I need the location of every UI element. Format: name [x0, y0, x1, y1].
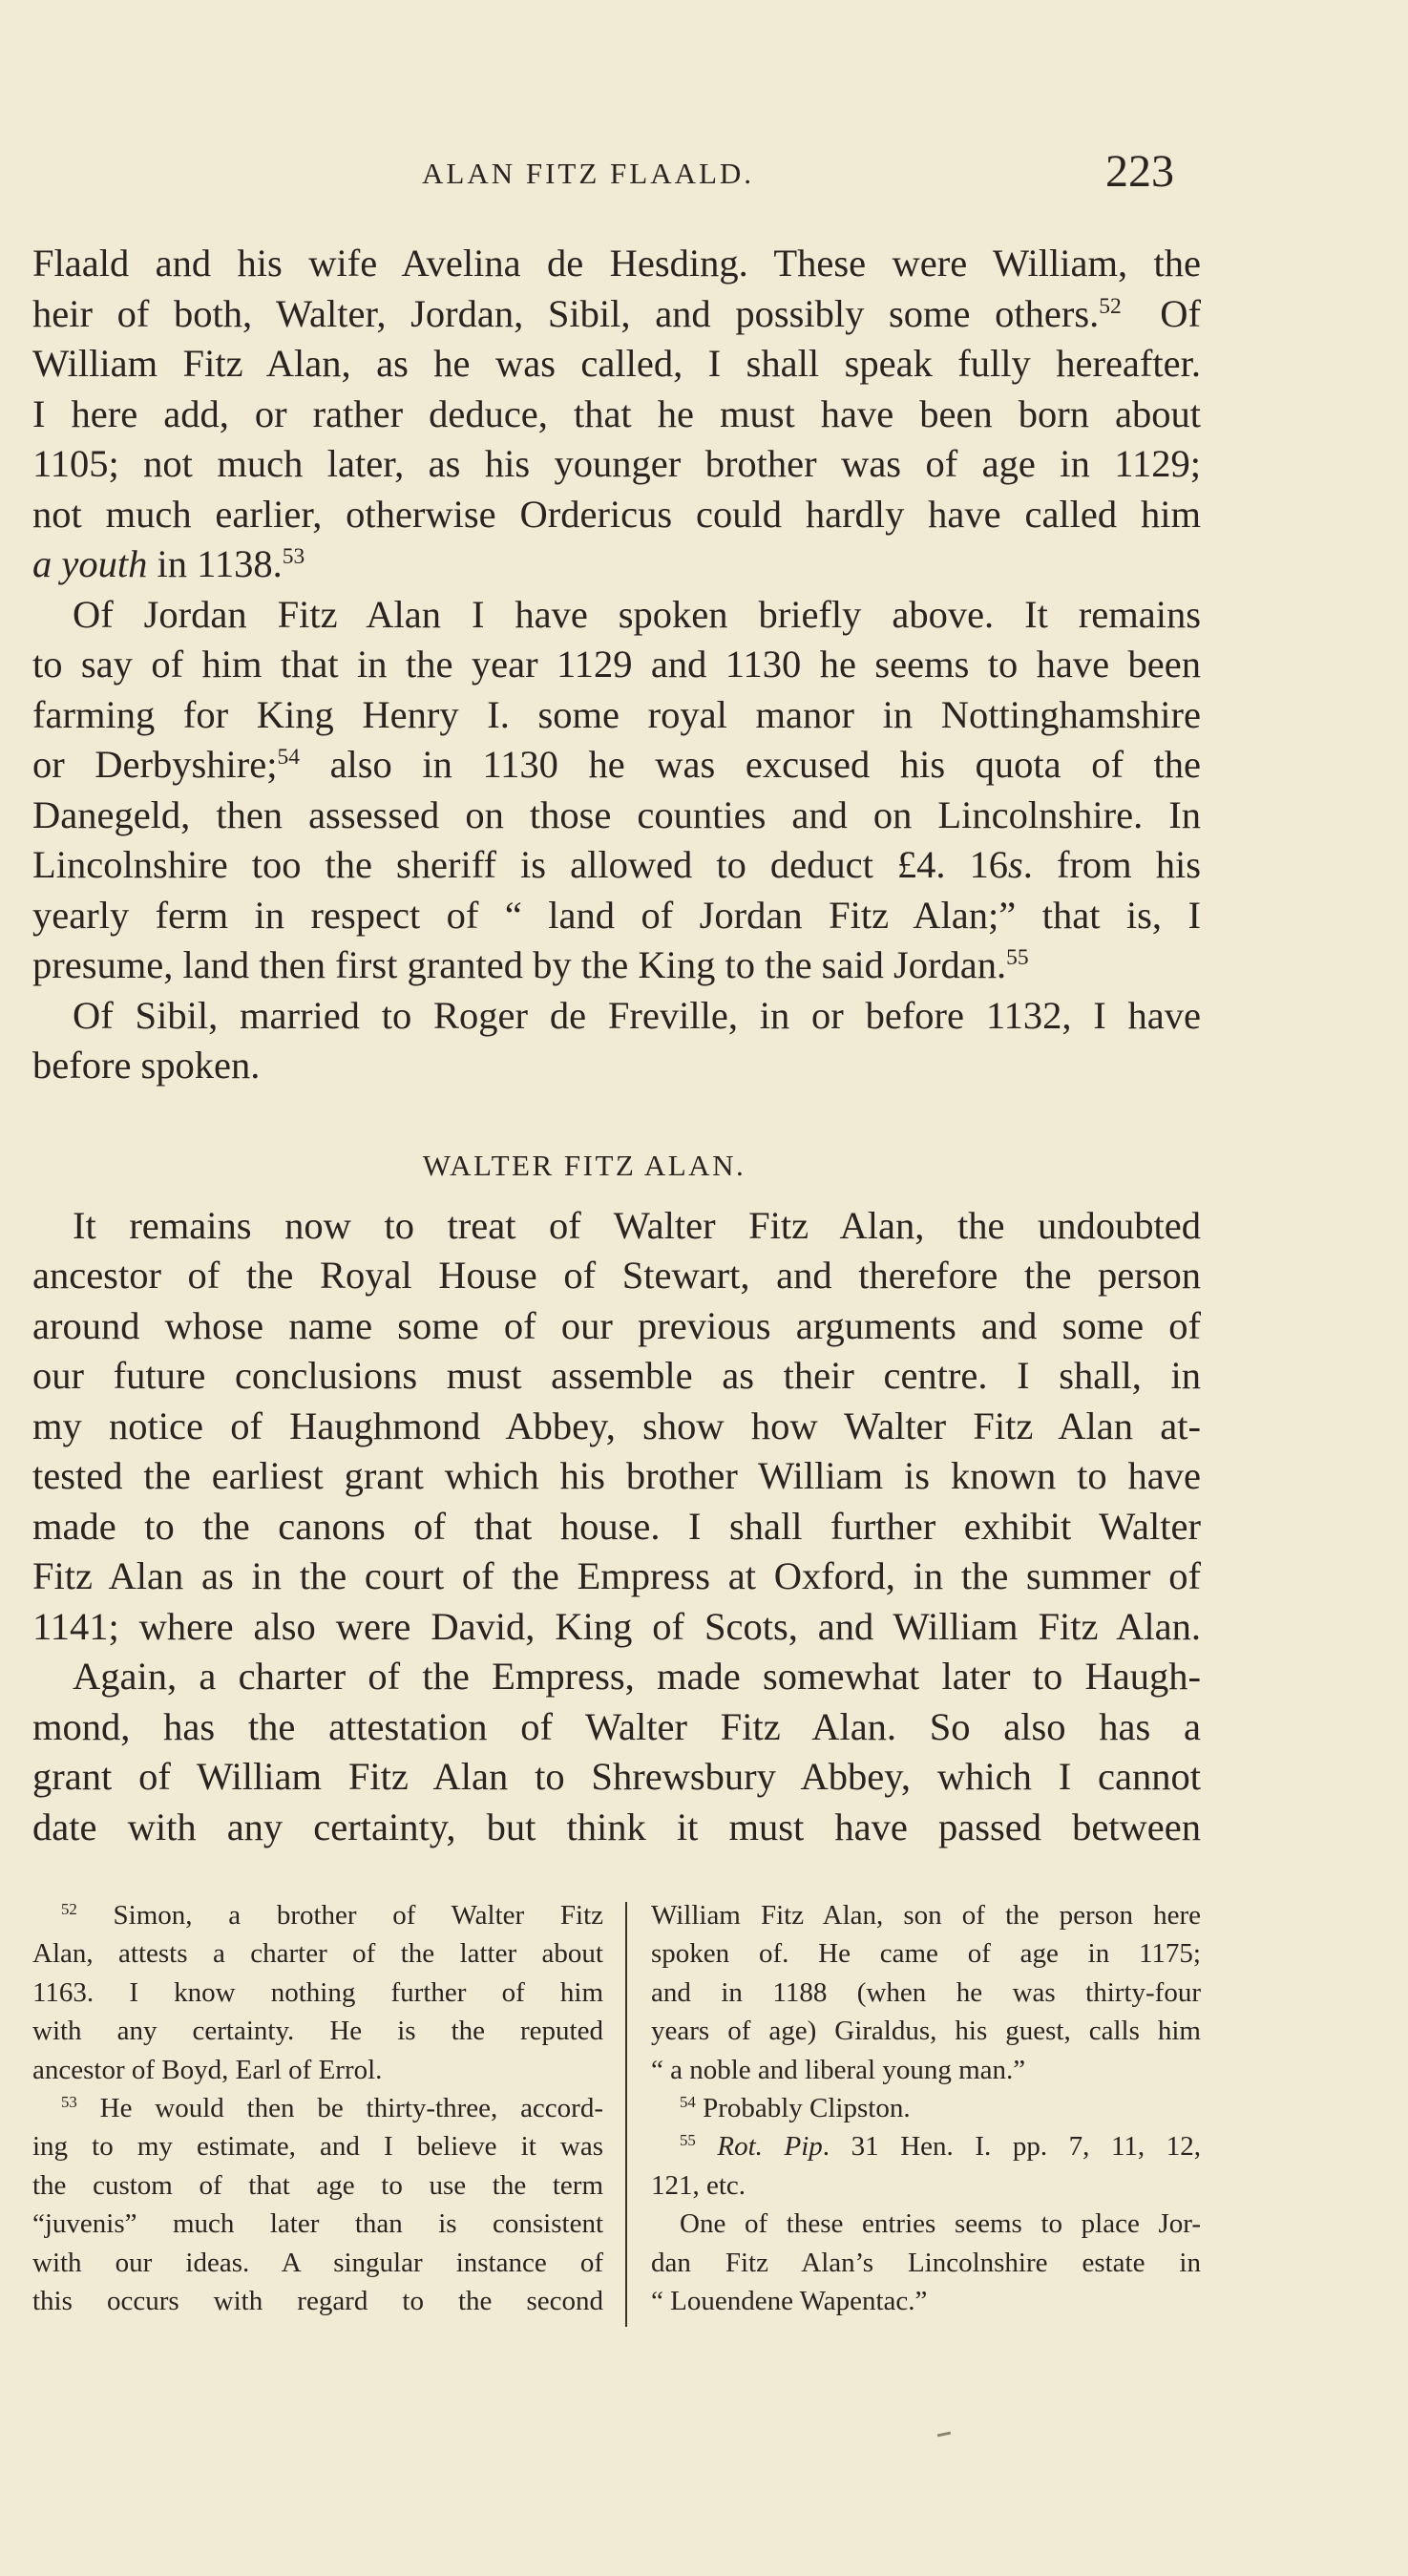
footnote-number: 53	[61, 2092, 77, 2111]
body-text	[32, 239, 1201, 1852]
text-line: ancestor of the Royal House of Stewart, and therefore the person	[32, 1254, 1201, 1297]
text-line: mond, has the attestation of Walter Fitz Alan. So also has a	[32, 1704, 1201, 1748]
text-line: date with any certainty, but think it must have passed between	[32, 1805, 1201, 1848]
footnote-line: ing to my estimate, and I believe it was	[32, 2131, 603, 2163]
footnote-line: this occurs with regard to the second	[32, 2285, 603, 2316]
footnote-line: $^{53}$ He would then be thirty-three, accord-	[61, 2092, 603, 2123]
text-line: around whose name some of our previous arguments and some of	[32, 1303, 1201, 1347]
footnote-line: and in 1188 (when he was thirty-four	[651, 1976, 1201, 2008]
footnote-line: with our ideas. A singular instance of	[32, 2247, 603, 2278]
text-line: I here add, or rather deduce, that he must have been born about	[32, 391, 1201, 435]
running-title: ALAN FITZ FLAALD.	[422, 157, 755, 190]
footnote-line: years of age) Giraldus, his guest, calls him	[651, 2016, 1201, 2047]
footnote-ref: 55	[1006, 944, 1029, 970]
text-line: or Derbyshire;$^{54}$ also in 1130 he was excused his quota of the	[32, 743, 1202, 786]
text-line: not much earlier, otherwise Ordericus could hardly have called him	[32, 492, 1201, 536]
footnote-column-right	[651, 1896, 1201, 2320]
text-line: Flaald and his wife Avelina de Hesding. These were William, the	[32, 242, 1201, 285]
footnote-line: $^{54}$ Probably Clipston.	[680, 2092, 911, 2123]
text-line: It remains now to treat of Walter Fitz Alan, the undoubted	[73, 1203, 1201, 1247]
footnote-line: “ Louendene Wapentac.”	[651, 2285, 928, 2316]
text-line: Again, a charter of the Empress, made somewhat later to Haugh-	[73, 1655, 1201, 1698]
footnote-line: “juvenis” much later than is consistent	[32, 2208, 603, 2240]
text-line: grant of William Fitz Alan to Shrewsbury Abbey, which I cannot	[32, 1755, 1201, 1798]
text-line: William Fitz Alan, as he was called, I shall speak fully hereafter.	[32, 342, 1201, 385]
running-head	[0, 145, 1408, 202]
text-line: tested the earliest grant which his brother William is known to have	[32, 1454, 1201, 1497]
footnote-line: $^{52}$ Simon, a brother of Walter Fitz	[61, 1899, 604, 1931]
footnote-number: 52	[61, 1899, 77, 1918]
text-line: yearly ferm in respect of “ land of Jordan Fitz Alan;” that is, I	[32, 893, 1201, 937]
text-line: made to the canons of that house. I shall further exhibit Walter	[32, 1504, 1201, 1548]
footnote-line: $^{55}$ Rot. Pip. 31 Hen. I. pp. 7, 11, 12,	[680, 2131, 1201, 2163]
footnote-number: 54	[680, 2092, 696, 2111]
page-number: 223	[1105, 146, 1174, 197]
footnote-line: “ a noble and liberal young man.”	[651, 2054, 1026, 2085]
footnote-ref: 52	[1099, 293, 1122, 319]
footnote-line: William Fitz Alan, son of the person here	[651, 1900, 1201, 1931]
footnote-line: spoken of. He came of age in 1175;	[651, 1938, 1201, 1970]
footnote-line: dan Fitz Alan’s Lincolnshire estate in	[651, 2247, 1201, 2278]
text-line: a youth in 1138.53	[32, 542, 305, 585]
footnote-line: ancestor of Boyd, Earl of Errol.	[32, 2054, 383, 2085]
text-line: presume, land then first granted by the King to the said Jordan.$^{55}$	[32, 943, 1029, 986]
footnote-ref: 54	[277, 744, 300, 770]
footnote-line: with any certainty. He is the reputed	[32, 2016, 603, 2047]
text-line: farming for King Henry I. some royal manor in Nottinghamshire	[32, 692, 1201, 736]
footnote-line: the custom of that age to use the term	[32, 2169, 603, 2201]
footnote-line: 1163. I know nothing further of him	[32, 1976, 603, 2008]
column-rule	[625, 1902, 627, 2327]
text-line: our future conclusions must assemble as their centre. I shall, in	[32, 1354, 1201, 1397]
text-line: Danegeld, then assessed on those counties and on Lincolnshire. In	[32, 792, 1201, 836]
section-heading: WALTER FITZ ALAN.	[422, 1149, 746, 1182]
footnote-ref: 53	[282, 543, 305, 569]
text-line: my notice of Haughmond Abbey, show how Walter Fitz Alan at-	[32, 1404, 1201, 1447]
text-line: heir of both, Walter, Jordan, Sibil, and possibly some others.$^{52}$ Of	[32, 291, 1201, 335]
text-line: Fitz Alan as in the court of the Empress at Oxford, in the summer of	[32, 1554, 1201, 1597]
footnote-line: 121, etc.	[651, 2169, 746, 2201]
stray-ink-mark	[937, 2432, 951, 2438]
footnote-number: 55	[680, 2131, 696, 2150]
text-line: 1105; not much later, as his younger brother was of age in 1129;	[32, 442, 1201, 485]
footnote-line: Alan, attests a charter of the latter about	[32, 1938, 603, 1970]
footnotes	[32, 1896, 1201, 2345]
footnote-line: One of these entries seems to place Jor-	[680, 2208, 1201, 2240]
text-line: before spoken.	[32, 1044, 261, 1087]
text-line: Of Sibil, married to Roger de Freville, in or before 1132, I have	[73, 993, 1201, 1037]
text-line: 1141; where also were David, King of Scots, and William Fitz Alan.	[32, 1604, 1201, 1648]
text-line: to say of him that in the year 1129 and 1130 he seems to have been	[32, 643, 1201, 686]
footnote-column-left	[32, 1896, 603, 2320]
text-line: Of Jordan Fitz Alan I have spoken briefly above. It remains	[73, 592, 1201, 636]
text-line: Lincolnshire too the sheriff is allowed to deduct £4. 16s. from his	[32, 843, 1201, 886]
